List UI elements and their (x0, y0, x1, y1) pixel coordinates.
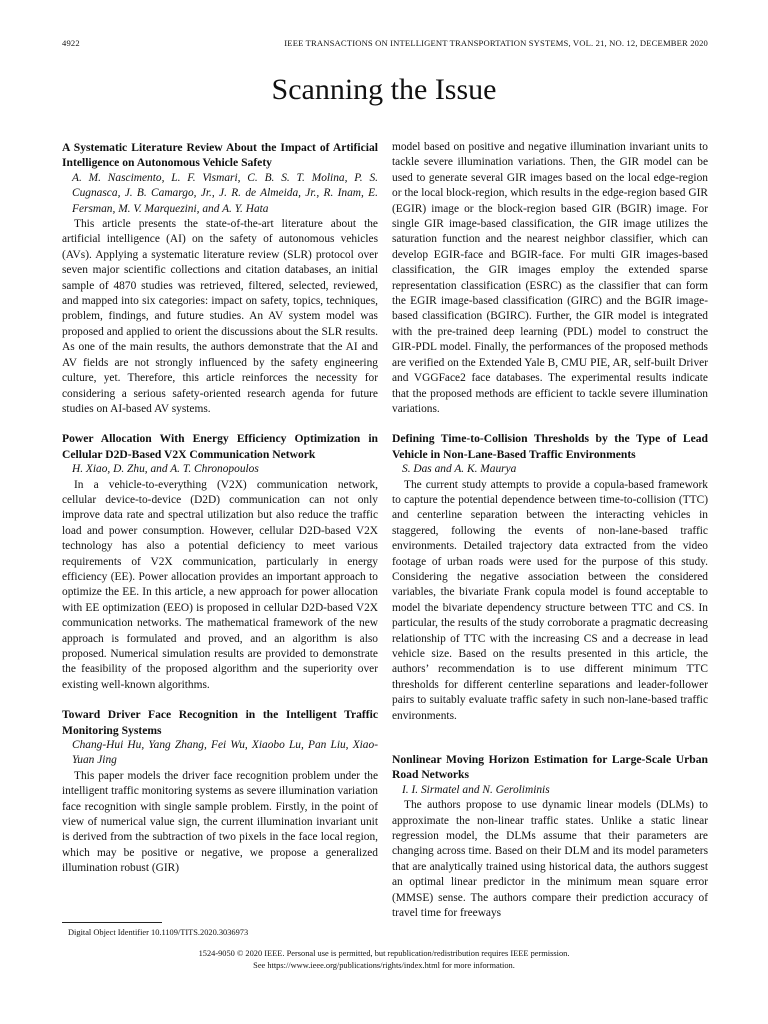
article-title: Nonlinear Moving Horizon Estimation for Large-Scale Urban Road Networks (392, 753, 708, 782)
article-title: A Systematic Literature Review About the Impact of Artificial Intelligence on Autonomous Vehicle Safety (62, 141, 378, 170)
article-authors: A. M. Nascimento, L. F. Vismari, C. B. S. T. Molina, P. S. Cugnasca, J. B. Camargo, Jr., J. R. de Almeida, Jr., R. Inam, E. Fersman, M. V. Marquezini, and A. Y. Hata (72, 171, 378, 215)
page-number: 4922 (62, 38, 80, 48)
left-column (62, 140, 378, 891)
doi-text: Digital Object Identifier 10.1109/TITS.2020.3036973 (68, 928, 249, 937)
footnote (62, 922, 378, 937)
copyright-notice (0, 948, 768, 971)
article-title: Power Allocation With Energy Efficiency Optimization in Cellular D2D-Based V2X Communication Network (62, 432, 378, 461)
article-title: Defining Time-to-Collision Thresholds by the Type of Lead Vehicle in Non-Lane-Based Traffic Environments (392, 432, 708, 461)
article-abstract-continued: model based on positive and negative illumination invariant units to tackle severe illumination variations. Then, the GIR model can be used to generate several GIR images based on the local edge-region or the local block-region, which results in the edge-region based GIR (EGIR) image or the block-region based GIR (BGIR) image. For single GIR image-based classification, the GIR image utilizes the saturation function and the nearest neighbor classifier, which can develop EGIR-face and BGIR-face. For multi GIR images-based classification, the GIR images employ the extended sparse representation classification (ESRC) as the classifier that can form the EGIR image-based classification (GIRC) and the BGIR image-based classification (BGIRC). Further, the GIR model is integrated with the pre-trained deep learning (PDL) model to construct the GIR-PDL model. Finally, the performances of the proposed methods are verified on the Extended Yale B, CMU PIE, AR, self-built Driver and VGGFace2 face databases. The experimental results indicate that the proposed methods are efficient to tackle severe illumination variations. (392, 141, 708, 415)
copyright-line: 1524-9050 © 2020 IEEE. Personal use is permitted, but republication/redistribution requires IEEE permission. (198, 949, 570, 958)
article-3 (62, 707, 378, 876)
article-authors: H. Xiao, D. Zhu, and A. T. Chronopoulos (72, 463, 259, 476)
article-2 (62, 431, 378, 693)
article-4 (392, 431, 708, 724)
footnote-rule (62, 922, 162, 923)
article-authors: I. I. Sirmatel and N. Geroliminis (402, 783, 550, 796)
article-abstract: In a vehicle-to-everything (V2X) communication network, cellular device-to-device (D2D) communication can not only improve data rate and spectral utilization but also reduce the traffic load and power consumption. However, cellular D2D-based V2X technology has also a potential deficiency to meet various requirements of V2X communication, particularly in energy efficiency (EE). Power allocation provides an important approach to optimize the EE. In this article, a new approach for power allocation with EE optimization (EEO) is proposed in cellular D2D-based V2X communication networks. The mathematical framework of the new approach is formulated and proved, and an algorithm is also proposed. Numerical simulation results are provided to demonstrate the feasibility of the proposed algorithm and the superiority over existing well-known algorithms. (62, 478, 378, 691)
article-abstract: This article presents the state-of-the-art literature about the artificial intelligence (AI) on the safety of autonomous vehicles (AVs). Applying a systematic literature review (SLR) protocol over seven major scientific collections and citation databases, an initial sample of 4870 studies was retrieved, filtered, selected, reviewed, and mapped into six categories: impact on safety, topics, techniques, problem, findings, and future studies. An AV system model was proposed and applied to orient the discussions about the SLR results. As one of the main results, the authors demonstrate that the AI and AV fields are not strongly influenced by the safety engineering culture, yet. Therefore, this article reinforces the necessity for considering a serious safety-oriented research agenda for future studies on AI-based AV systems. (62, 218, 378, 415)
article-authors: S. Das and A. K. Maurya (402, 463, 517, 476)
journal-header: IEEE TRANSACTIONS ON INTELLIGENT TRANSPORTATION SYSTEMS, VOL. 21, NO. 12, DECEMBER 2020 (284, 38, 708, 48)
article-1 (62, 140, 378, 417)
article-5 (392, 752, 708, 921)
article-abstract: The authors propose to use dynamic linear models (DLMs) to approximate the non-linear traffic states. Unlike a static linear regression model, the DLMs assume that their parameters are changing across time. Based on their DLM and its model parameters that are analytically trained using historical data, the authors suggest an optimal linear predictor in the minimum mean square error (MMSE) sense. The authors compare their prediction accuracy of travel time for freeways (392, 799, 708, 920)
article-3-continued (392, 140, 708, 417)
article-abstract: This paper models the driver face recognition problem under the intelligent traffic monitoring systems as severe illumination variation face recognition with single sample problem. Firstly, in the point of view of numerical value sign, the current illumination invariant unit is derived from the subtraction of two pixels in the face local region, which may be positive or negative, we propose a generalized illumination robust (GIR) (62, 769, 378, 875)
article-title: Toward Driver Face Recognition in the Intelligent Traffic Monitoring Systems (62, 708, 378, 737)
page-title: Scanning the Issue (271, 73, 497, 106)
rights-link[interactable]: See https://www.ieee.org/publications/rights/index.html for more information. (253, 960, 515, 970)
article-abstract: The current study attempts to provide a copula-based framework to capture the potential dependence between time-to-collision (TTC) and centerline separation between the interacting vehicles in staggered, following the events of non-lane-based traffic environments. Detailed trajectory data extracted from the video footage of urban roads were used for the purpose of this study. Considering the negative association between the considered variables, the bivariate Frank copula model is found acceptable to model the bivariate dependency structure between TTC and CS. In particular, the results of the study corroborate a pragmatic decreasing relationship of TTC with the increasing CS and a decrease in lead vehicle size. Based on the results presented in this article, the authors’ recommendation is to use different minimum TTC thresholds for different centerline separations and leader-follower pairs to suitably evaluate traffic safety in such non-lane-based traffic environments. (392, 478, 708, 722)
right-column (392, 140, 708, 936)
article-authors: Chang-Hui Hu, Yang Zhang, Fei Wu, Xiaobo Lu, Pan Liu, Xiao-Yuan Jing (72, 739, 378, 767)
